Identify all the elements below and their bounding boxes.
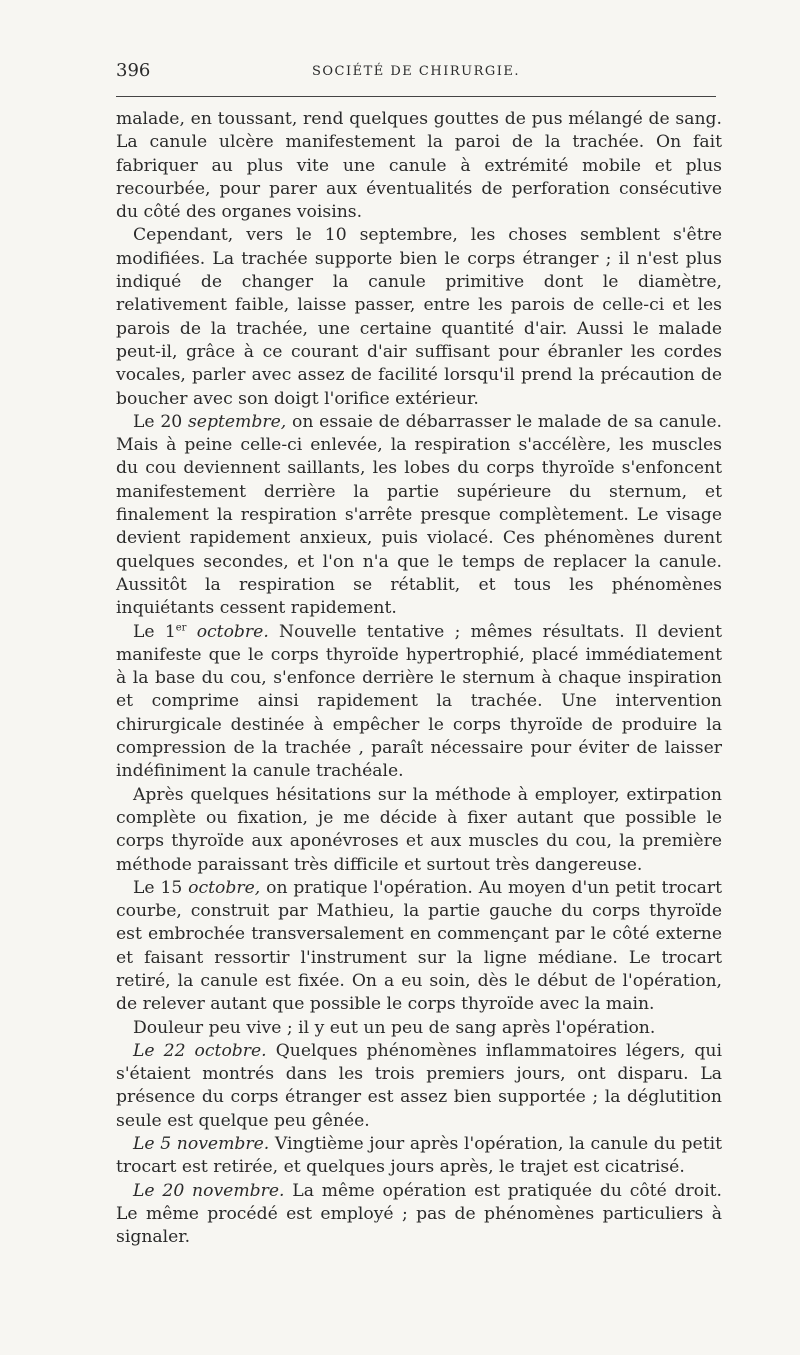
paragraph-7: Douleur peu vive ; il y eut un peu de sang après l'opération. <box>133 1017 656 1038</box>
date-italic: Le 22 octobre. <box>133 1040 267 1061</box>
paragraph-10: Le 20 novembre. La même opération est pratiquée du côté droit. Le même procédé est employé ; pas de phénomènes particuliers à signaler. <box>116 1180 722 1248</box>
date-italic: Le 20 novembre. <box>133 1180 285 1201</box>
date-italic: octobre. <box>186 621 269 642</box>
paragraph-2: Cependant, vers le 10 septembre, les choses semblent s'être modifiées. La trachée supporte bien le corps étranger ; il n'est plus indiqué de changer la canule primitive dont le diamètre, relativement faible, laisse passer, entre les parois de celle-ci et les parois de la trachée, une certaine quantité d'air. Aussi le malade peut-il, grâce à ce courant d'air suffisant pour ébranler les cordes vocales, parler avec assez de facilité lorsqu'il prend la précaution de boucher avec son doigt l'orifice extérieur. <box>116 225 722 409</box>
page-number: 396 <box>116 60 151 81</box>
date-italic: Le 5 novembre. <box>133 1134 270 1155</box>
paragraph-1: malade, en toussant, rend quelques gouttes de pus mélangé de sang. La canule ulcère manifestement la paroi de la trachée. On fait fabriquer au plus vite une canule à extrémité mobile et plus recourbée, pour parer aux éventualités de perforation consécutive du côté des organes voisins. <box>116 109 722 223</box>
paragraph-9: Le 5 novembre. Vingtième jour après l'opération, la canule du petit trocart est retirée, et quelques jours après, le trajet est cicatrisé. <box>116 1134 723 1178</box>
date-italic: octobre, <box>188 877 261 898</box>
paragraph-4: Le 1er octobre. Nouvelle tentative ; mêmes résultats. Il devient manifeste que le corps thyroïde hypertrophié, placé immédiatement à la base du cou, s'enfonce derrière le sternum à chaque inspiration et comprime ainsi rapidement la trachée. Une intervention chirurgicale destinée à empêcher le corps thyroïde de produire la compression de la trachée , paraît nécessaire pour éviter de laisser indéfiniment la canule trachéale. <box>116 621 723 782</box>
date-prefix: Le 20 <box>133 411 188 432</box>
paragraph-3: Le 20 septembre, on essaie de débarrasser le malade de sa canule. Mais à peine celle-ci enlevée, la respiration s'accélère, les muscles du cou deviennent saillants, les lobes du corps thyroïde s'enfoncent manifestement derrière la partie supérieure du sternum, et finalement la respiration s'arrête presque complètement. Le visage devient rapidement anxieux, puis violacé. Ces phénomènes durent quelques secondes, et l'on n'a que le temps de replacer la canule. Aussitôt la respiration se rétablit, et tous les phénomènes inquiétants cessent rapidement. <box>116 411 723 619</box>
date-italic: septembre, <box>187 411 287 432</box>
paragraph-8: Le 22 octobre. Quelques phénomènes inflammatoires légers, qui s'étaient montrés dans les trois premiers jours, ont disparu. La présence du corps étranger est assez bien supportée ; la déglutition seule est quelque peu gênée. <box>116 1040 722 1131</box>
paragraph-6: Le 15 octobre, on pratique l'opération. Au moyen d'un petit trocart courbe, construit par Mathieu, la partie gauche du corps thyroïde est embrochée transversalement en commençant par le côté externe et faisant ressortir l'instrument sur la ligne médiane. Le trocart retiré, la canule est fixée. On a eu soin, dès le début de l'opération, de relever autant que possible le corps thyroïde avec la main. <box>116 877 723 1015</box>
paragraph-5: Après quelques hésitations sur la méthode à employer, extirpation complète ou fixation, je me décide à fixer autant que possible le corps thyroïde aux aponévroses et aux muscles du cou, la première méthode paraissant très difficile et surtout très dangereuse. <box>116 784 722 875</box>
running-head: SOCIÉTÉ DE CHIRURGIE. <box>311 64 521 79</box>
header-rule <box>116 96 716 97</box>
date-prefix: Le 15 <box>133 877 189 898</box>
body-text <box>116 108 722 1250</box>
date-prefix: Le 1 <box>133 621 176 642</box>
page-header <box>116 60 716 86</box>
superscript: er <box>175 621 187 633</box>
